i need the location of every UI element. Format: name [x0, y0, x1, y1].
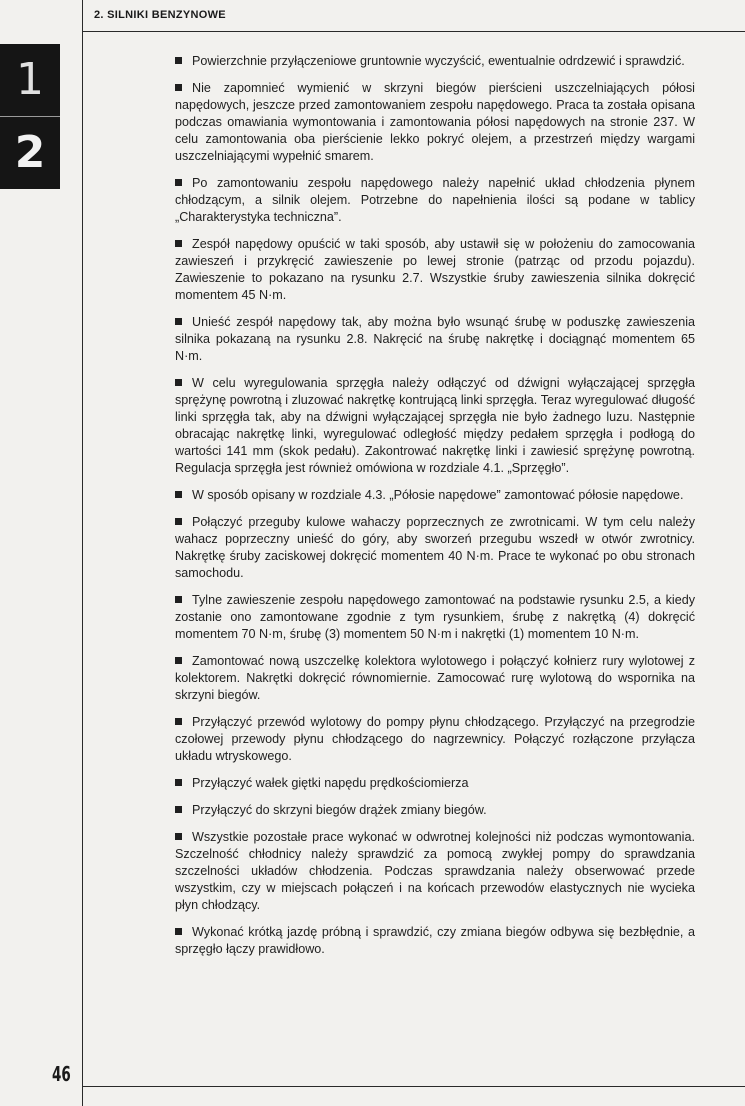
square-bullet-icon [175, 806, 182, 813]
paragraph-text: Po zamontowaniu zespołu napędowego należy napełnić układ chłodzenia płynem chłodzącym, a silnik olejem. Potrzebne do napełnienia ilości są podane w tablicy „Charakterystyka techniczna”. [175, 176, 695, 224]
square-bullet-icon [175, 928, 182, 935]
paragraph-text: Zamontować nową uszczelkę kolektora wylotowego i połączyć kołnierz rury wylotowej z kolektorem. Nakrętki dokręcić równomiernie. Zamocować rurę wylotową do wspornika na skrzyni biegów. [175, 654, 695, 702]
paragraph [175, 236, 695, 304]
square-bullet-icon [175, 718, 182, 725]
square-bullet-icon [175, 84, 182, 91]
paragraph-text: Tylne zawieszenie zespołu napędowego zamontować na podstawie rysunku 2.5, a kiedy zostanie ono zamontowane zgodnie z tym rysunkiem, śrubę z nakrętką (4) dokręcić momentem 70 N·m, śrubę (3) momentem 50 N·m i nakrętki (1) momentem 10 N·m. [175, 593, 695, 641]
header-rule [82, 31, 745, 32]
section-title: 2. SILNIKI BENZYNOWE [94, 9, 226, 21]
square-bullet-icon [175, 596, 182, 603]
paragraph [175, 592, 695, 643]
paragraph [175, 314, 695, 365]
square-bullet-icon [175, 179, 182, 186]
square-bullet-icon [175, 491, 182, 498]
paragraph [175, 829, 695, 914]
paragraph-text: Zespół napędowy opuścić w taki sposób, aby ustawił się w położeniu do zamocowania zawieszeń i przykręcić zawieszenie po lewej stronie (patrząc od przodu pojazdu). Zawieszenie to pokazano na rysunku 2.7. Wszystkie śruby zawieszenia silnika dokręcić momentem 45 N·m. [175, 237, 695, 302]
paragraph-text: Wszystkie pozostałe prace wykonać w odwrotnej kolejności niż podczas wymontowania. Szczelność chłodnicy należy sprawdzić za pomocą zwykłej pompy do sprawdzania szczelności układów chłodzenia. Podczas sprawdzania należy obserwować przede wszystkim, czy w miejscach połączeń i na końcach przewodów elastycznych nie wycieka płyn chłodzący. [175, 830, 695, 912]
square-bullet-icon [175, 318, 182, 325]
paragraph-text: Połączyć przeguby kulowe wahaczy poprzecznych ze zwrotnicami. W tym celu należy wahacz poprzeczny unieść do góry, aby sworzeń przegubu wszedł w otwór zwrotnicy. Nakrętkę śruby zaciskowej dokręcić momentem 40 N·m. Prace te wykonać po obu stronach samochodu. [175, 515, 695, 580]
paragraph [175, 714, 695, 765]
left-margin-rule [82, 0, 83, 1106]
paragraph-text: Przyłączyć do skrzyni biegów drążek zmiany biegów. [192, 803, 487, 817]
paragraph [175, 175, 695, 226]
square-bullet-icon [175, 518, 182, 525]
paragraph-text: Nie zapomnieć wymienić w skrzyni biegów pierścieni uszczelniających półosi napędowych, jeszcze przed zamontowaniem zespołu napędowego. Praca ta została opisana podczas omawiania wymontowania i zamontowania półosi napędowych na stronie 237. W celu zamontowania oba pierścienie lekko pokryć olejem, a przestrzeń między wargami uszczelniającymi wypełnić smarem. [175, 81, 695, 163]
paragraph-text: Powierzchnie przyłączeniowe gruntownie wyczyścić, ewentualnie odrdzewić i sprawdzić. [192, 54, 685, 68]
paragraph-text: W sposób opisany w rozdziale 4.3. „Półosie napędowe” zamontować półosie napędowe. [192, 488, 684, 502]
chapter-tab-2: 2 [0, 117, 60, 189]
footer-rule [82, 1086, 745, 1087]
paragraph [175, 924, 695, 958]
paragraph [175, 375, 695, 477]
paragraph [175, 514, 695, 582]
square-bullet-icon [175, 657, 182, 664]
paragraph-text: Przyłączyć przewód wylotowy do pompy płynu chłodzącego. Przyłączyć na przegrodzie czołowej przewody płynu chłodzącego do nagrzewnicy. Połączyć rozłączone przyłącza układu wtryskowego. [175, 715, 695, 763]
paragraph [175, 775, 695, 792]
paragraph-text: Unieść zespół napędowy tak, aby można było wsunąć śrubę w poduszkę zawieszenia silnika pokazaną na rysunku 2.8. Nakręcić na śrubę nakrętkę i dociągnąć momentem 65 N·m. [175, 315, 695, 363]
chapter-tab-1: 1 [0, 44, 60, 116]
square-bullet-icon [175, 779, 182, 786]
paragraph-text: Przyłączyć wałek giętki napędu prędkościomierza [192, 776, 469, 790]
paragraph [175, 802, 695, 819]
square-bullet-icon [175, 379, 182, 386]
page-number: 46 [52, 1062, 71, 1086]
body-text [175, 53, 695, 968]
paragraph [175, 653, 695, 704]
square-bullet-icon [175, 57, 182, 64]
paragraph-text: Wykonać krótką jazdę próbną i sprawdzić, czy zmiana biegów odbywa się bezbłędnie, a sprzęgło łączy prawidłowo. [175, 925, 695, 956]
paragraph [175, 53, 695, 70]
paragraph [175, 487, 695, 504]
paragraph-text: W celu wyregulowania sprzęgła należy odłączyć od dźwigni wyłączającej sprzęgła sprężynę powrotną i zluzować nakrętkę kontrującą linki sprzęgła. Teraz wyregulować długość linki sprzęgła tak, aby na dźwigni wyłączającej sprzęgła nie było żadnego luzu. Następnie obracając nakrętkę linki, wyregulować odległość między pedałem sprzęgła i podłogą do wartości 141 mm (skok pedału). Zakontrować nakrętkę linki i zawiesić sprężynę powrotną. Regulacja sprzęgła jest również omówiona w rozdziale 4.1. „Sprzęgło”. [175, 376, 695, 475]
paragraph [175, 80, 695, 165]
square-bullet-icon [175, 240, 182, 247]
square-bullet-icon [175, 833, 182, 840]
